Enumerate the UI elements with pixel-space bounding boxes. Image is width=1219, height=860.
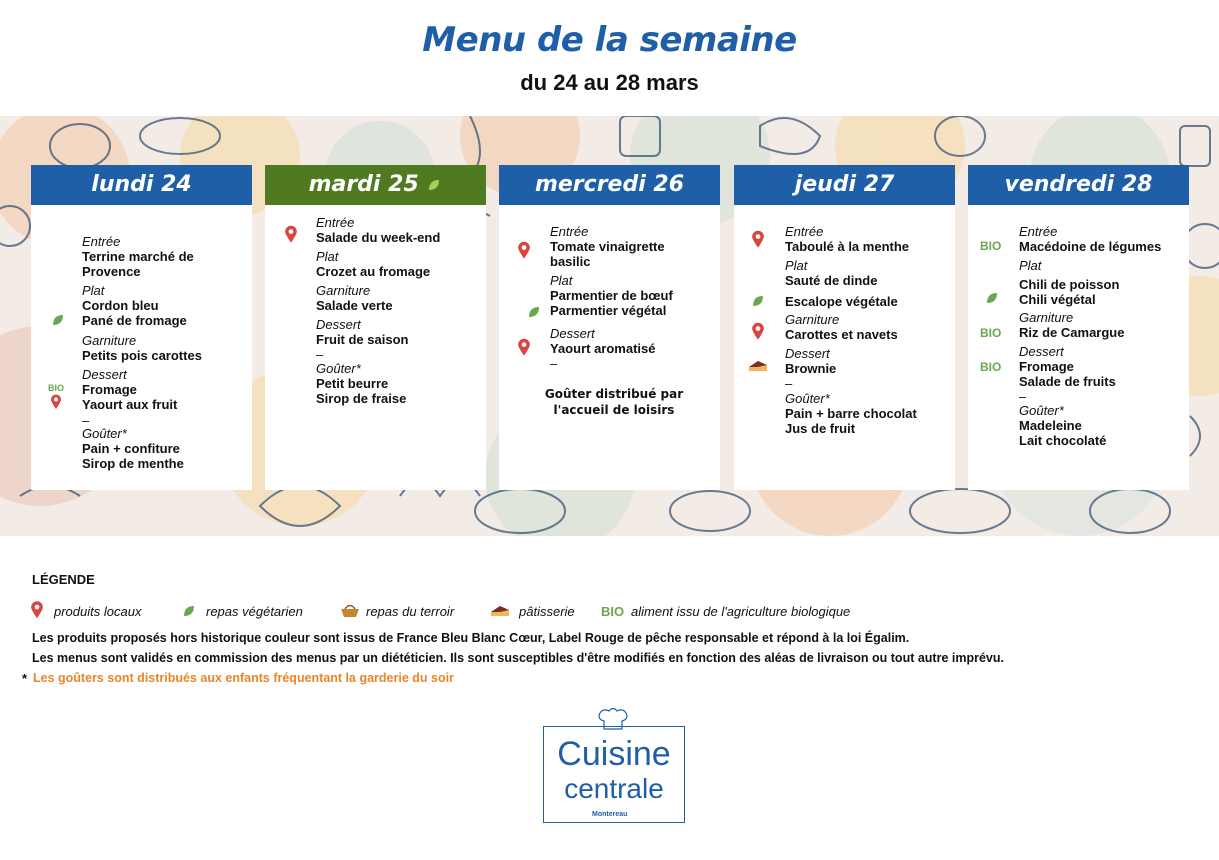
location-pin-icon [517, 338, 531, 357]
day-card-mardi [265, 165, 486, 490]
separator-dash: – [785, 376, 793, 391]
plat-value: Chili de poisson Chili végétal [1019, 277, 1120, 307]
leaf-icon [985, 291, 999, 305]
location-pin-icon [751, 230, 765, 249]
garniture-label: Garniture [785, 312, 840, 327]
leaf-icon [182, 604, 196, 618]
separator-dash: – [316, 347, 324, 362]
gouter-value: Madeleine Lait chocolaté [1019, 418, 1107, 448]
plat-label: Plat [316, 249, 339, 264]
entree-label: Entrée [550, 224, 589, 239]
entree-label: Entrée [82, 234, 121, 249]
legend-note-1: Les produits proposés hors historique couleur sont issus de France Bleu Blanc Cœur, Label Rouge de pêche responsable et répond à la loi Égalim. [32, 631, 910, 645]
pastry-icon [490, 605, 510, 617]
gouter-value: Petit beurre Sirop de fraise [316, 376, 407, 406]
location-pin-icon [751, 322, 765, 341]
plat-value: Parmentier de bœuf Parmentier végétal [550, 288, 673, 318]
dessert-label: Dessert [785, 346, 830, 361]
legend-bio: aliment issu de l'agriculture biologique [631, 604, 851, 619]
bio-badge: BIO [980, 326, 1002, 340]
garniture-value: Petits pois carottes [82, 348, 202, 363]
legend-local: produits locaux [54, 604, 142, 619]
leaf-icon [751, 294, 765, 308]
dessert-label: Dessert [82, 367, 127, 382]
location-pin-icon [517, 241, 531, 260]
dessert-value: Fromage Salade de fruits [1019, 359, 1116, 389]
location-pin-icon [30, 600, 44, 620]
plat-value: Crozet au fromage [316, 264, 431, 279]
garniture-label: Garniture [82, 333, 137, 348]
legend-patisserie: pâtisserie [519, 604, 575, 619]
dessert-value: Yaourt aromatisé [550, 341, 656, 356]
plat-label: Plat [82, 283, 105, 298]
location-pin-icon [50, 394, 62, 410]
location-pin-icon [284, 225, 298, 244]
garniture-value: Carottes et navets [785, 327, 898, 342]
separator-dash: – [550, 356, 558, 371]
day-card-mercredi [499, 165, 720, 490]
page-subtitle: du 24 au 28 mars [520, 70, 699, 95]
legend-bio-tag: BIO [601, 604, 625, 619]
entree-value: Salade du week-end [316, 230, 441, 245]
entree-value: Tomate vinaigrette basilic [550, 239, 665, 269]
gouter-label: Goûter* [316, 361, 361, 376]
day-header: mercredi 26 [499, 165, 720, 205]
gouter-label: Goûter* [1019, 403, 1064, 418]
plat-value: Sauté de dinde [785, 273, 878, 288]
legend-note-2: Les menus sont validés en commission des menus par un diététicien. Ils sont susceptibles d'être modifiés en fonction des aléas de livraison ou tout autre imprévu. [32, 651, 1004, 665]
day-name: mardi 25 [308, 172, 419, 197]
leaf-icon [51, 313, 65, 327]
gouter-label: Goûter* [785, 391, 830, 406]
entree-value: Terrine marché de Provence [82, 249, 194, 279]
garniture-value: Riz de Camargue [1019, 325, 1125, 340]
plat-label: Plat [550, 273, 573, 288]
logo-line-2: centrale [564, 773, 664, 804]
day-card-vendredi [968, 165, 1189, 490]
bio-badge: BIO [980, 360, 1002, 374]
bio-badge: BIO [980, 239, 1002, 253]
dessert-label: Dessert [550, 326, 595, 341]
legend-note-3: Les goûters sont distribués aux enfants fréquentant la garderie du soir [33, 671, 454, 685]
plat-label: Plat [785, 258, 808, 273]
leaf-icon [527, 305, 541, 319]
garniture-label: Garniture [1019, 310, 1074, 325]
asterisk: * [22, 671, 28, 686]
gouter-label: Goûter* [82, 426, 127, 441]
gouter-note: Goûter distribué par l'accueil de loisirs [544, 387, 684, 417]
garniture-value: Salade verte [316, 298, 393, 313]
bio-badge: BIO [48, 383, 65, 393]
day-card-lundi [31, 165, 252, 490]
basket-icon [340, 604, 360, 618]
plat-label: Plat [1019, 258, 1042, 273]
dessert-value: Brownie [785, 361, 837, 376]
entree-value: Taboulé à la menthe [785, 239, 910, 254]
legend-veg: repas végétarien [206, 604, 303, 619]
pastry-icon [748, 360, 768, 372]
page-title: Menu de la semaine [422, 20, 797, 60]
dessert-value: Fruit de saison [316, 332, 409, 347]
logo-footer: Montereau [592, 811, 628, 818]
logo-line-1: Cuisine [557, 735, 671, 773]
plat-vegetarian-value: Escalope végétale [785, 294, 898, 309]
gouter-value: Pain + barre chocolat Jus de fruit [785, 406, 917, 436]
day-header: vendredi 28 [968, 165, 1189, 205]
cuisine-centrale-logo [543, 726, 685, 823]
day-card-jeudi [734, 165, 955, 490]
entree-label: Entrée [316, 215, 355, 230]
dessert-label: Dessert [316, 317, 361, 332]
separator-dash: – [82, 413, 90, 428]
dessert-label: Dessert [1019, 344, 1064, 359]
dessert-value: Fromage Yaourt aux fruit [82, 382, 178, 412]
leaf-icon [426, 178, 442, 192]
legend-terroir: repas du terroir [366, 604, 455, 619]
legend-title: LÉGENDE [32, 572, 95, 587]
entree-label: Entrée [1019, 224, 1058, 239]
gouter-value: Pain + confiture Sirop de menthe [82, 441, 184, 471]
entree-label: Entrée [785, 224, 824, 239]
separator-dash: – [1019, 389, 1027, 404]
garniture-label: Garniture [316, 283, 371, 298]
plat-value: Cordon bleu Pané de fromage [82, 298, 187, 328]
day-header [265, 165, 486, 205]
day-header: jeudi 27 [734, 165, 955, 205]
day-header: lundi 24 [31, 165, 252, 205]
entree-value: Macédoine de légumes [1019, 239, 1162, 254]
